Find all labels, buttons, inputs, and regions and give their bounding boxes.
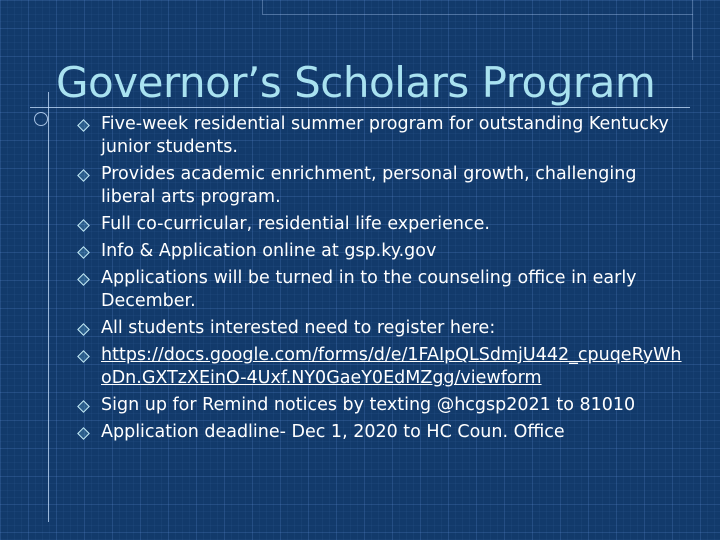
diamond-bullet-icon bbox=[77, 219, 90, 232]
bullet-text: Five-week residential summer program for outstanding Kentucky junior students. bbox=[101, 114, 669, 157]
slide-title: Governor’s Scholars Program bbox=[56, 58, 656, 108]
bullet-item bbox=[77, 344, 687, 390]
bullet-text: Provides academic enrichment, personal growth, challenging liberal arts program. bbox=[101, 164, 637, 207]
bullet-item bbox=[77, 163, 687, 209]
diamond-bullet-icon bbox=[77, 400, 90, 413]
diamond-bullet-icon bbox=[77, 273, 90, 286]
bullet-item bbox=[77, 421, 687, 444]
bullet-text: Full co-curricular, residential life experience. bbox=[101, 214, 490, 234]
decorative-circle bbox=[34, 112, 48, 126]
decorative-horizontal-line bbox=[30, 107, 690, 108]
decorative-vertical-line bbox=[48, 92, 49, 522]
bullet-item bbox=[77, 213, 687, 236]
bullet-item bbox=[77, 394, 687, 417]
diamond-bullet-icon bbox=[77, 427, 90, 440]
bullet-list bbox=[77, 113, 687, 448]
registration-form-link[interactable]: https://docs.google.com/forms/d/e/1FAIpQLSdmjU442_cpuqeRyWhoDn.GXTzXEinO-4Uxf.NY0GaeY0EdMZgg/viewform bbox=[101, 345, 682, 388]
bullet-text: All students interested need to register here: bbox=[101, 318, 496, 338]
bullet-item bbox=[77, 240, 687, 263]
diamond-bullet-icon bbox=[77, 323, 90, 336]
bullet-text: Info & Application online at gsp.ky.gov bbox=[101, 241, 437, 261]
diamond-bullet-icon bbox=[77, 169, 90, 182]
bullet-item bbox=[77, 267, 687, 313]
bullet-item bbox=[77, 317, 687, 340]
bullet-text: Application deadline- Dec 1, 2020 to HC Coun. Office bbox=[101, 422, 565, 442]
decorative-frame-line bbox=[692, 0, 693, 60]
diamond-bullet-icon bbox=[77, 246, 90, 259]
bullet-item bbox=[77, 113, 687, 159]
diamond-bullet-icon bbox=[77, 350, 90, 363]
decorative-frame bbox=[262, 0, 693, 15]
diamond-bullet-icon bbox=[77, 119, 90, 132]
bullet-text: Sign up for Remind notices by texting @hcgsp2021 to 81010 bbox=[101, 395, 636, 415]
bullet-text: Applications will be turned in to the counseling office in early December. bbox=[101, 268, 637, 311]
